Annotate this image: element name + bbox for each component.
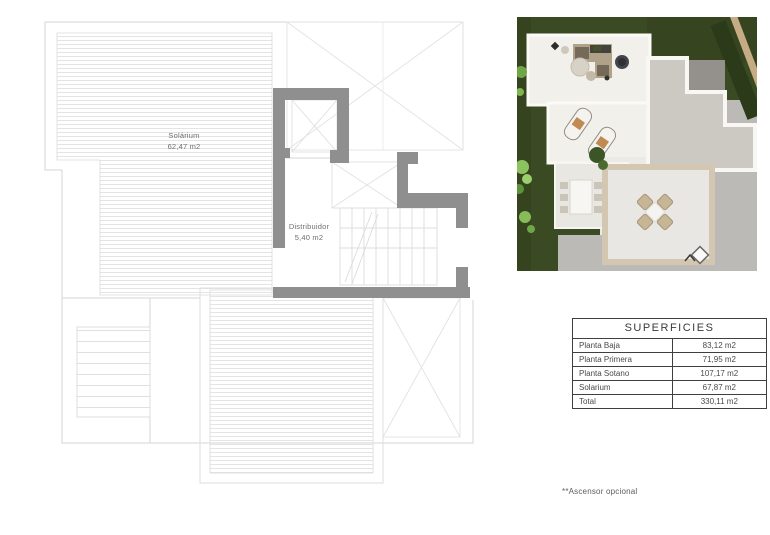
solarium-area: 62,47 m2 xyxy=(167,142,201,151)
distribuidor-area: 5,40 m2 xyxy=(294,233,324,242)
table-title: SUPERFICIES xyxy=(573,319,766,339)
walls xyxy=(273,88,470,298)
pergola-lines xyxy=(77,327,150,417)
stairs xyxy=(340,208,437,285)
table-row xyxy=(573,381,766,395)
table-row xyxy=(573,353,766,367)
elevator-cross xyxy=(292,100,337,152)
roof-cross-top-right xyxy=(287,22,463,150)
dining-set xyxy=(560,180,602,214)
solarium-label: Solárium xyxy=(168,131,200,140)
roof-recess xyxy=(687,60,725,94)
table-row xyxy=(573,367,766,381)
row-value: 71,95 m2 xyxy=(702,355,736,364)
distribuidor-label: Distribuidor xyxy=(288,222,330,231)
patio xyxy=(605,167,712,262)
row-label: Planta Baja xyxy=(573,339,673,352)
lower-roof-hatch xyxy=(200,288,383,483)
solarium-hatch xyxy=(57,33,272,295)
row-value: 67,87 m2 xyxy=(702,383,736,392)
skylight-cross-middle xyxy=(332,162,402,208)
row-value: 83,12 m2 xyxy=(702,341,736,350)
aerial-render xyxy=(517,17,757,271)
table-row xyxy=(573,395,766,408)
superficies-table xyxy=(572,318,767,409)
roof-cross-bottom-right xyxy=(383,298,460,437)
row-label: Planta Primera xyxy=(573,353,673,366)
row-label: Total xyxy=(573,395,673,408)
footnote: **Ascensor opcional xyxy=(562,487,638,496)
row-label: Planta Sotano xyxy=(573,367,673,380)
row-value: 107,17 m2 xyxy=(700,369,739,378)
row-label: Solarium xyxy=(573,381,673,394)
table-row xyxy=(573,339,766,353)
row-value: 330,11 m2 xyxy=(700,397,738,406)
